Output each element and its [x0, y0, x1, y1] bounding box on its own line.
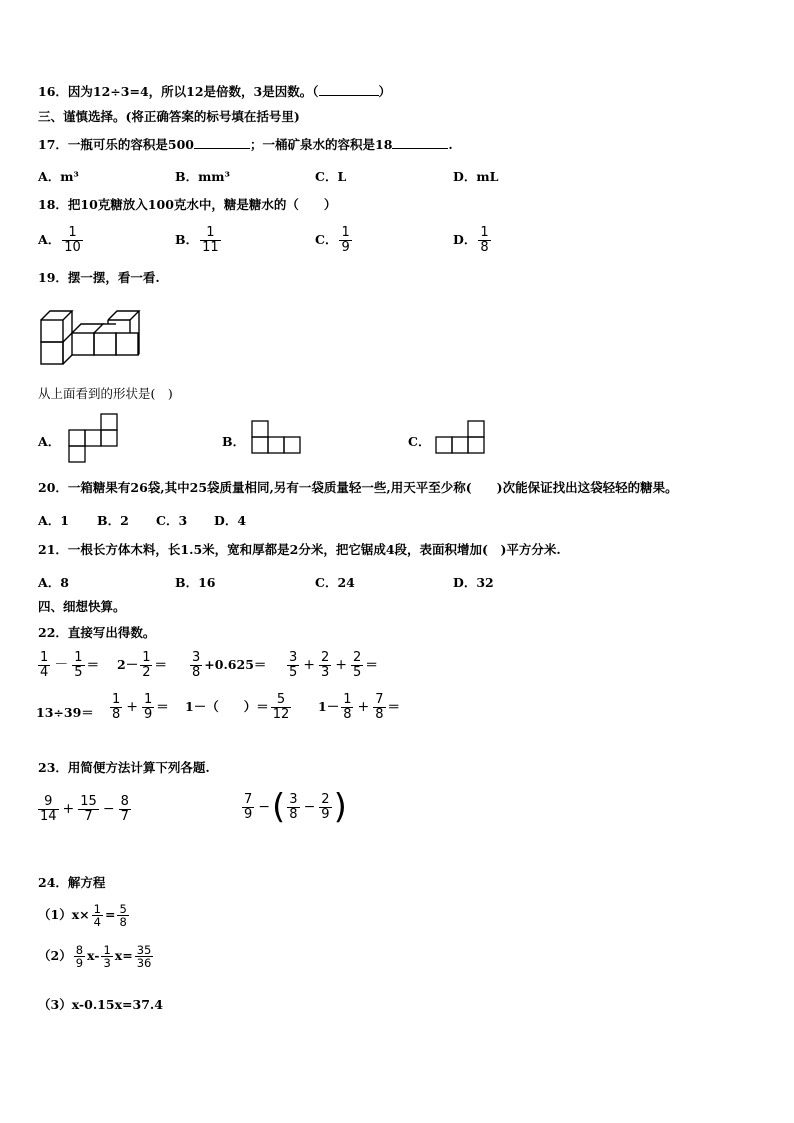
question-text: 直接写出得数。	[67, 625, 156, 640]
question-19	[38, 270, 160, 286]
fraction: $\frac{1}{10}$	[64, 225, 81, 255]
expression-2: 2－ $\frac{1}{2}$ ＝	[117, 650, 167, 680]
option-value: 2	[120, 513, 129, 528]
question-20	[38, 480, 678, 496]
option-value: 8	[60, 575, 69, 590]
question-text: 用简便方法计算下列各题.	[67, 760, 210, 775]
question-number: 24．	[38, 875, 68, 890]
section-title: 三、谨慎选择。(将正确答案的标号填在括号里)	[38, 109, 300, 124]
option-label: B．	[175, 169, 199, 184]
option-a[interactable]	[38, 573, 69, 591]
equation-1: （1）x× $\frac{1}{4}$ = $\frac{5}{8}$	[38, 902, 127, 929]
question-text: 一瓶可乐的容积是500	[67, 137, 194, 152]
option-d[interactable]	[453, 226, 493, 255]
option-d[interactable]	[453, 573, 494, 591]
question-text: 一根长方体木料，长1.5米，宽和厚都是2分米，把它锯成4段，表面积增加( )平方分米.	[67, 542, 561, 557]
cube-figure	[38, 308, 143, 368]
option-a[interactable]	[38, 226, 85, 255]
question-text: ；一桶矿泉水的容积是18	[250, 137, 393, 152]
option-label: C．	[315, 232, 338, 247]
option-label: D．	[453, 575, 477, 590]
shape-b-icon	[250, 420, 304, 456]
question-23	[38, 760, 210, 776]
option-a[interactable]	[38, 432, 60, 450]
option-value: 3	[178, 513, 188, 528]
equation-2: （2） $\frac{8}{9}$ x- $\frac{1}{3}$ x= $\frac{35}{36}$	[38, 943, 152, 970]
option-label: C．	[315, 575, 338, 590]
option-label: A．	[38, 575, 61, 590]
expression-8: 1－ $\frac{1}{8}$ + $\frac{7}{8}$ ＝	[318, 692, 401, 722]
question-prompt: 从上面看到的形状是( )	[38, 386, 173, 401]
option-label: C．	[156, 513, 179, 528]
option-value: 16	[198, 575, 216, 590]
question-number: 18．	[38, 197, 68, 212]
question-number: 22．	[38, 625, 68, 640]
option-label: B．	[222, 434, 246, 449]
question-number: 20．	[38, 480, 68, 495]
question-number: 17．	[38, 137, 68, 152]
expression-23-1: $\frac{9}{14}$ + $\frac{15}{7}$ − $\frac{8}{7}$	[40, 794, 129, 824]
option-value: mL	[476, 169, 499, 184]
fraction: $\frac{1}{9}$	[341, 225, 350, 255]
option-a[interactable]	[38, 511, 69, 529]
option-c[interactable]	[315, 167, 346, 185]
question-17	[38, 136, 453, 153]
question-text: 摆一摆，看一看.	[67, 270, 160, 285]
option-c[interactable]	[315, 226, 354, 255]
option-d[interactable]	[453, 167, 498, 185]
expression-6: $\frac{1}{8}$ + $\frac{1}{9}$ ＝	[112, 692, 169, 722]
option-b[interactable]	[97, 511, 129, 529]
expression-4: $\frac{3}{5}$ + $\frac{2}{3}$ + $\frac{2}{5}$ ＝	[289, 650, 378, 680]
option-label: B．	[175, 232, 199, 247]
shape-a-icon	[67, 413, 119, 465]
option-label: D．	[453, 232, 477, 247]
question-24	[38, 875, 105, 891]
option-label: B．	[175, 575, 199, 590]
option-value: 1	[60, 513, 69, 528]
expression-7: 1－（ ）＝ $\frac{5}{12}$	[185, 692, 290, 722]
option-value: 4	[237, 513, 247, 528]
option-value: mm³	[198, 169, 231, 184]
option-b[interactable]	[175, 226, 223, 255]
question-text: 把10克糖放入100克水中，糖是糖水的（ ）	[67, 197, 337, 212]
period: .	[448, 137, 453, 152]
option-label: C．	[315, 169, 338, 184]
expression-1: $\frac{1}{4}$ － $\frac{1}{5}$ ＝	[40, 650, 100, 680]
option-value: 32	[476, 575, 494, 590]
option-label: D．	[214, 513, 238, 528]
answer-blank[interactable]	[319, 83, 379, 96]
option-label: A．	[38, 513, 61, 528]
shape-c-icon	[434, 420, 488, 456]
question-16	[38, 83, 391, 100]
option-c[interactable]	[156, 511, 187, 529]
question-18	[38, 197, 336, 213]
bracket-close: ）	[378, 84, 392, 99]
answer-blank[interactable]	[194, 136, 250, 149]
option-value: L	[337, 169, 347, 184]
option-a[interactable]	[38, 167, 79, 185]
option-label: D．	[453, 169, 477, 184]
question-number: 21．	[38, 542, 68, 557]
option-b[interactable]	[175, 573, 215, 591]
section-title: 四、细想快算。	[38, 599, 126, 614]
option-label: A．	[38, 169, 61, 184]
question-21	[38, 542, 561, 558]
option-label: A．	[38, 434, 61, 449]
option-label: C．	[408, 434, 431, 449]
option-b[interactable]	[222, 432, 245, 450]
question-number: 19．	[38, 270, 68, 285]
expression-5: 13÷39＝	[36, 705, 94, 720]
question-number: 16．	[38, 84, 68, 99]
fraction: $\frac{1}{11}$	[202, 225, 219, 255]
option-value: m³	[60, 169, 79, 184]
question-text: 因为12÷3=4，所以12是倍数，3是因数。（	[67, 84, 319, 99]
option-value: 24	[337, 575, 355, 590]
option-c[interactable]	[408, 432, 430, 450]
expression-23-2: $\frac{7}{9}$ −( $\frac{3}{8}$ − $\frac{2}{9}$ )	[244, 787, 347, 827]
question-text: 一箱糖果有26袋,其中25袋质量相同,另有一袋质量轻一些,用天平至少称( )次能保证找出这袋轻轻的糖果。	[67, 480, 678, 495]
expression-3: $\frac{3}{8}$ +0.625＝	[192, 650, 267, 680]
option-label: A．	[38, 232, 61, 247]
question-number: 23．	[38, 760, 68, 775]
answer-blank[interactable]	[392, 136, 448, 149]
equation-3: （3）x-0.15x=37.4	[38, 997, 163, 1012]
option-c[interactable]	[315, 573, 355, 591]
fraction: $\frac{1}{8}$	[480, 225, 489, 255]
question-text: 解方程	[67, 875, 106, 890]
option-label: B．	[97, 513, 121, 528]
option-d[interactable]	[214, 511, 246, 529]
option-b[interactable]	[175, 167, 230, 185]
question-22	[38, 625, 155, 641]
